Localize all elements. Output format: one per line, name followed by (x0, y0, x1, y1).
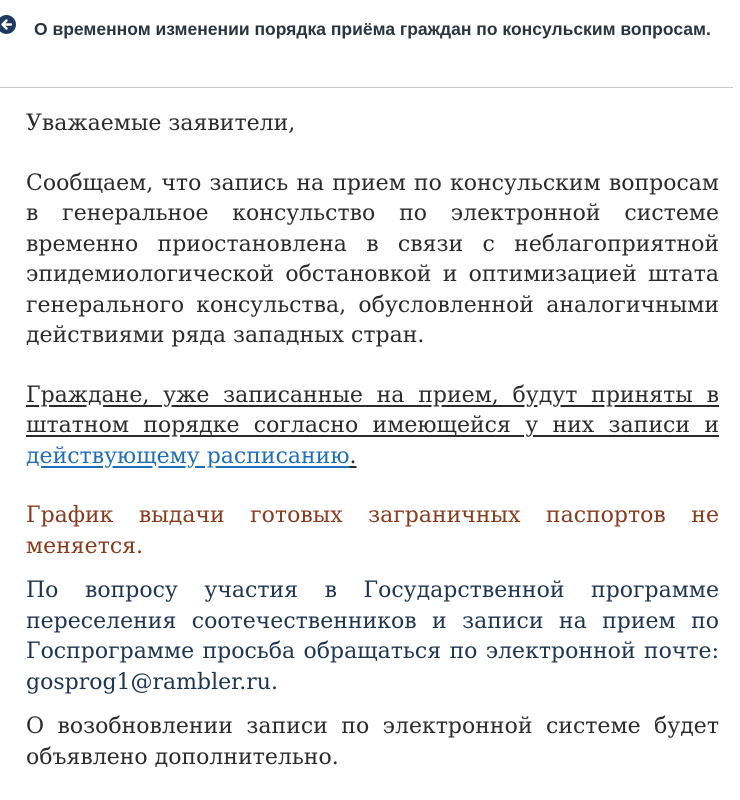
passport-notice-paragraph: График выдачи готовых заграничных паспортов не меняется. (26, 503, 719, 559)
article-header (0, 0, 733, 88)
registered-citizens-text: Граждане, уже записанные на прием, будут приняты в штатном порядке согласно имеющейся у них записи и (26, 382, 719, 438)
schedule-link[interactable]: действующему расписанию (26, 443, 350, 469)
article-body (26, 93, 719, 773)
state-program-paragraph: По вопросу участия в Государственной программе переселения соотечественников и записи на прием по Госпрограмме просьба обращаться по электронной почте: gosprog1@rambler.ru. (26, 578, 719, 695)
greeting: Уважаемые заявители, (26, 111, 296, 136)
registered-citizens-paragraph (26, 381, 719, 473)
resumption-paragraph: О возобновлении записи по электронной системе будет объявлено дополнительно. (26, 714, 719, 770)
registered-citizens-end: . (349, 443, 357, 469)
arrow-left-circle-icon (0, 15, 16, 34)
page-title: О временном изменении порядка приёма граждан по консульским вопросам. (34, 19, 711, 39)
suspension-paragraph: Сообщаем, что запись на прием по консульским вопросам в генеральное консульство по электронной системе временно приостановлена в связи с неблагоприятной эпидемиологической обстановкой и оптимизацией штата генерального консульства, обусловленной аналогичными действиями ряда западных стран. (26, 170, 719, 348)
back-button[interactable] (0, 15, 16, 34)
